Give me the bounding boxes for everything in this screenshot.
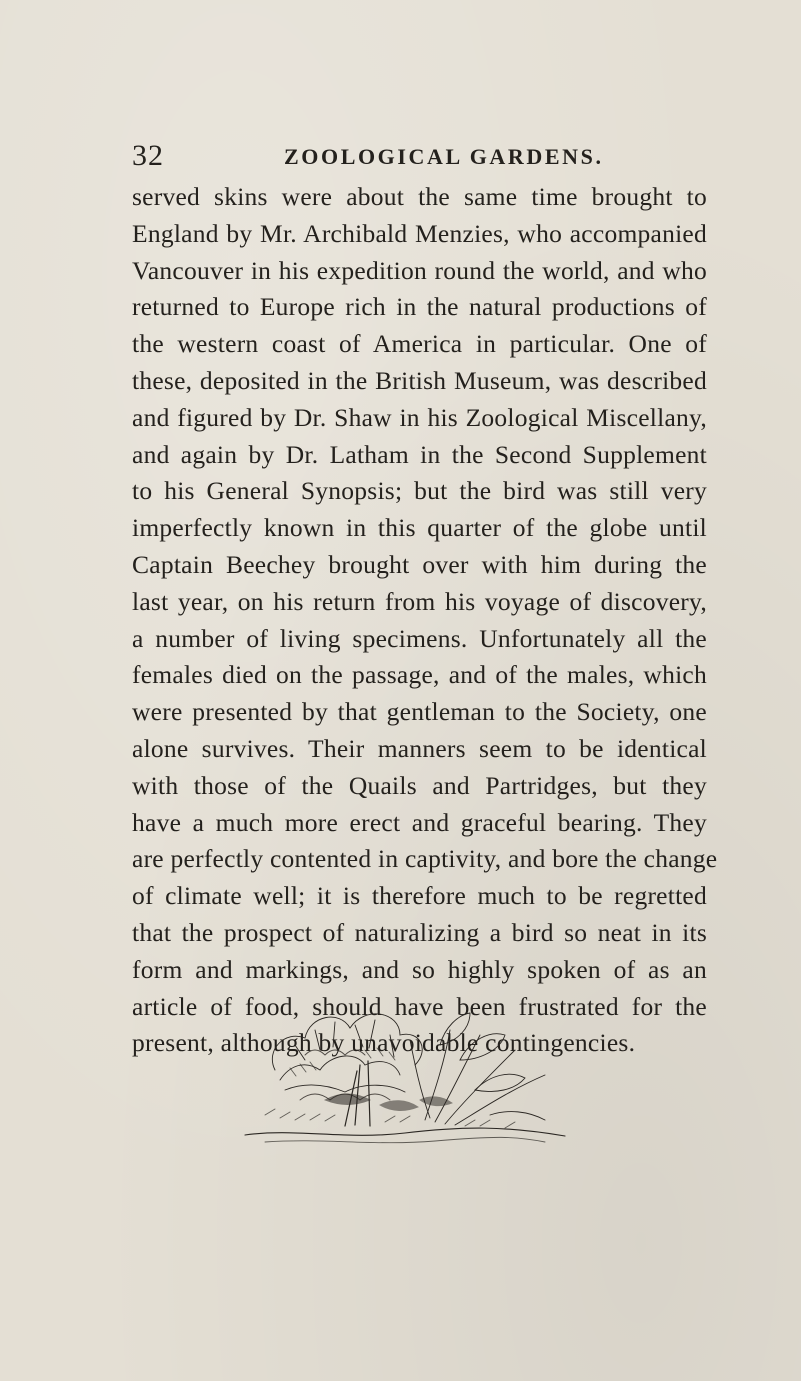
text-line: with those of the Quails and Partridges, but they [132,770,707,800]
text-line: were presented by that gentleman to the Society, one [132,697,707,727]
text-line: are perfectly contented in captivity, and bore the change [132,844,718,874]
text-line: to his General Synopsis; but the bird was still very [132,476,707,506]
text-line: Captain Beechey brought over with him during the [132,549,707,579]
text-line: article of food, should have been frustrated for the [132,991,707,1021]
text-line: these, deposited in the British Museum, was described [132,365,707,395]
page-number: 32 [132,139,164,172]
text-line: present, although by unavoidable contingencies. [132,1028,636,1058]
text-line: the western coast of America in particular. One of [132,329,707,359]
text-line: that the prospect of naturalizing a bird so neat in its [132,917,707,947]
text-line: and again by Dr. Latham in the Second Supplement [132,439,707,469]
engraved-landscape-vignette-icon [205,950,605,1150]
text-line: and figured by Dr. Shaw in his Zoological Miscellany, [132,402,707,432]
text-line: imperfectly known in this quarter of the globe until [132,513,707,543]
text-line: form and markings, and so highly spoken of as an [132,954,707,984]
text-line: England by Mr. Archibald Menzies, who accompanied [132,218,707,248]
text-line: of climate well; it is therefore much to be regretted [132,881,707,911]
text-line: Vancouver in his expedition round the world, and who [132,255,707,285]
text-line: returned to Europe rich in the natural productions of [132,292,707,322]
page-header [132,136,692,176]
text-line: have a much more erect and graceful bearing. They [132,807,707,837]
text-line: a number of living specimens. Unfortunately all the [132,623,707,653]
text-line: females died on the passage, and of the males, which [132,660,707,690]
text-line: last year, on his return from his voyage of discovery, [132,586,707,616]
text-line: served skins were about the same time brought to [132,182,707,211]
running-head: ZOOLOGICAL GARDENS. [284,144,604,169]
text-line: alone survives. Their manners seem to be identical [132,733,707,763]
body-paragraph [132,179,718,1062]
